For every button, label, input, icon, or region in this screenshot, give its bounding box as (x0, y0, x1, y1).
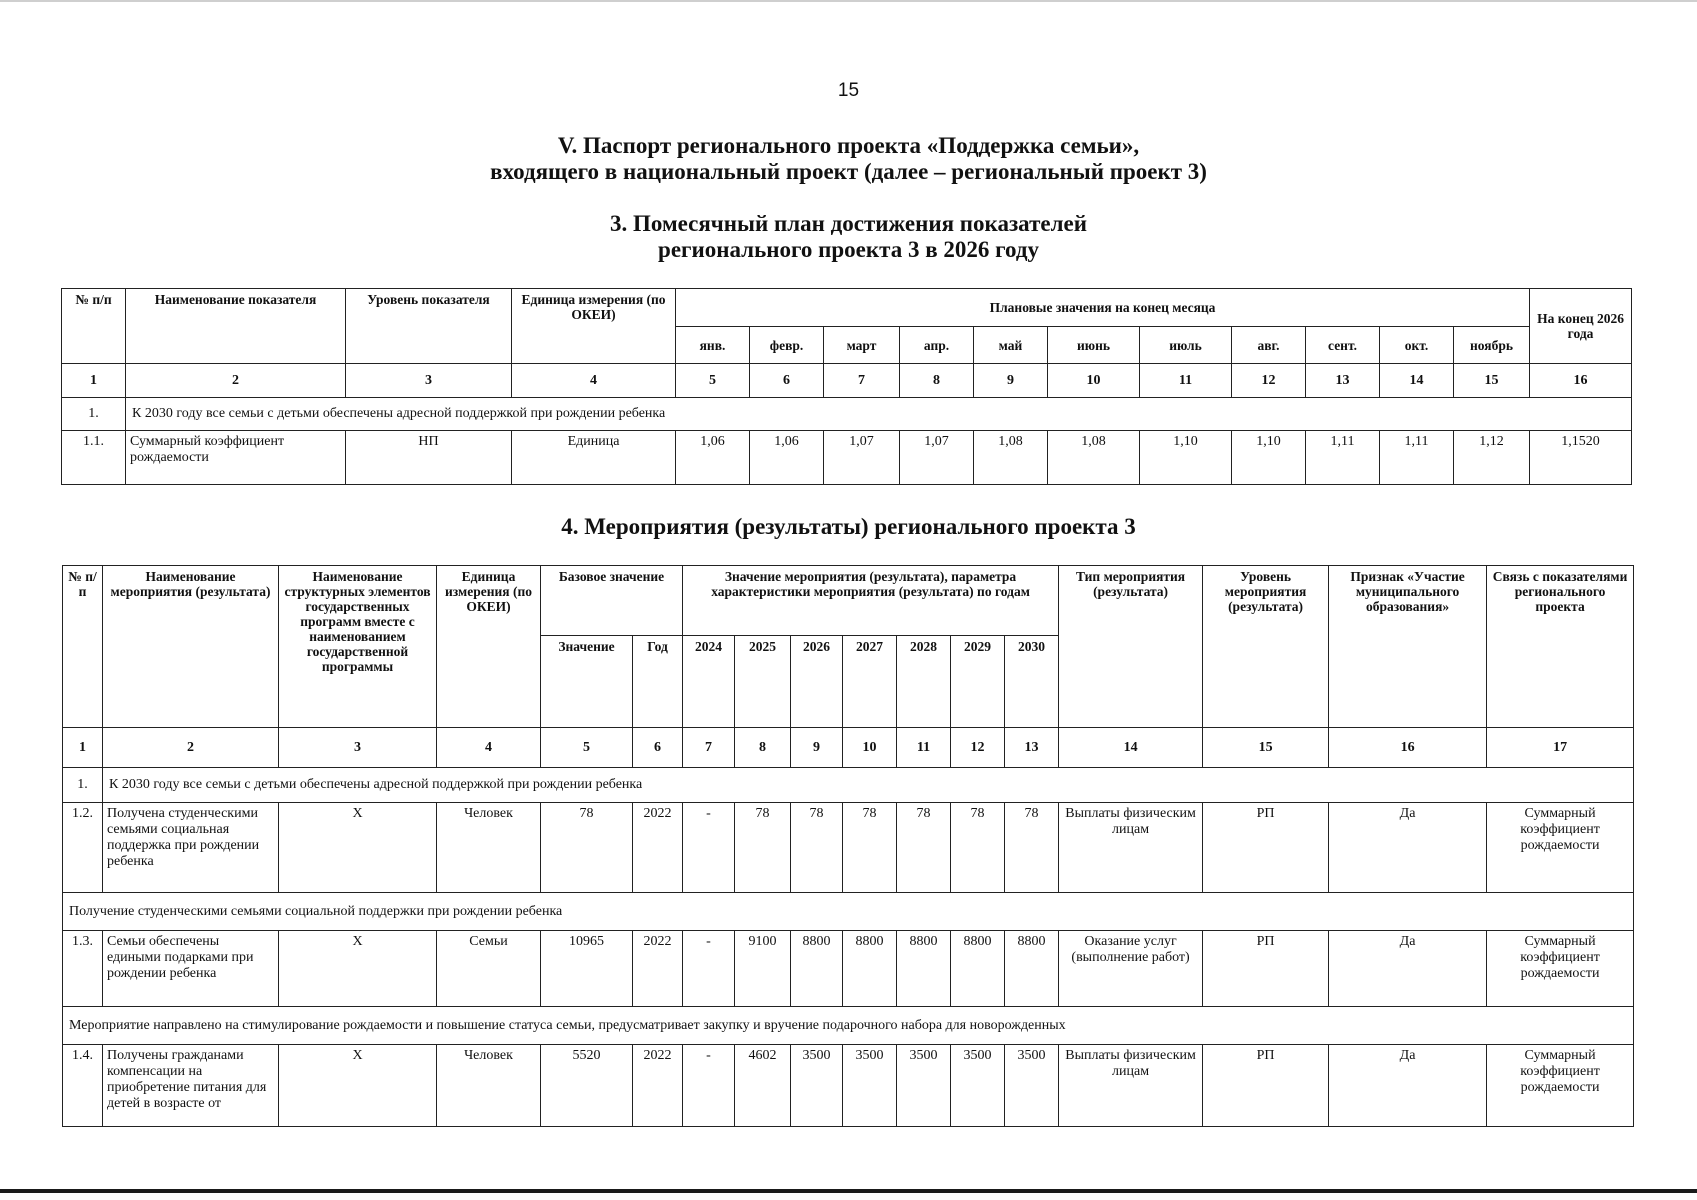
row-num: 1.1. (62, 431, 126, 485)
section-title-line-1: V. Паспорт регионального проекта «Поддержка семьи», (557, 133, 1140, 158)
header-month: янв. (676, 327, 750, 364)
col-number: 3 (346, 364, 512, 398)
row-num: 1.3. (63, 931, 103, 1007)
col-number: 17 (1487, 728, 1634, 768)
goal-text: К 2030 году все семьи с детьми обеспечены адресной поддержкой при рождении ребенка (126, 398, 1632, 431)
col-number: 8 (900, 364, 974, 398)
page-number: 15 (837, 80, 860, 101)
year-value: 78 (897, 803, 951, 893)
unit: Семьи (437, 931, 541, 1007)
header-end-of-year: На конец 2026 года (1530, 289, 1632, 364)
month-value: 1,07 (824, 431, 900, 485)
col-number: 3 (279, 728, 437, 768)
goal-num: 1. (63, 768, 103, 803)
year-value: 3500 (951, 1045, 1005, 1127)
note-row (63, 1007, 1634, 1045)
note-row (63, 893, 1634, 931)
activity-level: РП (1203, 803, 1329, 893)
activity-name: Семьи обеспечены едиными подарками при рождении ребенка (103, 931, 279, 1007)
header-year: 2025 (735, 636, 791, 728)
col-number: 5 (541, 728, 633, 768)
activities-table (62, 565, 1634, 1127)
header-year: 2026 (791, 636, 843, 728)
year-value: 8800 (1005, 931, 1059, 1007)
header-activity-name: Наименование мероприятия (результата) (103, 566, 279, 728)
row-num: 1.4. (63, 1045, 103, 1127)
col-number: 14 (1380, 364, 1454, 398)
link-to-indicator: Суммарный коэффициент рождаемости (1487, 931, 1634, 1007)
col-number: 1 (63, 728, 103, 768)
activity-type: Выплаты физическим лицам (1059, 803, 1203, 893)
table-row (63, 1045, 1634, 1127)
link-to-indicator: Суммарный коэффициент рождаемости (1487, 1045, 1634, 1127)
header-municipal-participation: Признак «Участие муниципального образования» (1329, 566, 1487, 728)
year-value: 9100 (735, 931, 791, 1007)
header-year: 2030 (1005, 636, 1059, 728)
col-number: 7 (824, 364, 900, 398)
activity-type: Оказание услуг (выполнение работ) (1059, 931, 1203, 1007)
month-value: 1,08 (974, 431, 1048, 485)
header-values-by-year: Значение мероприятия (результата), параметра характеристики мероприятия (результата) по годам (683, 566, 1059, 636)
header-year: 2027 (843, 636, 897, 728)
month-value: 1,10 (1232, 431, 1306, 485)
year-value: 78 (951, 803, 1005, 893)
activity-note: Мероприятие направлено на стимулирование рождаемости и повышение статуса семьи, предусматривает закупку и вручение подарочного набора для новорожденных (63, 1007, 1634, 1045)
header-year: 2024 (683, 636, 735, 728)
col-number: 9 (974, 364, 1048, 398)
year-value: 3500 (897, 1045, 951, 1127)
goal-row (62, 398, 1632, 431)
col-number: 8 (735, 728, 791, 768)
municipal-participation: Да (1329, 1045, 1487, 1127)
year-value: 4602 (735, 1045, 791, 1127)
year-value: 78 (843, 803, 897, 893)
base-year: 2022 (633, 803, 683, 893)
header-unit: Единица измерения (по ОКЕИ) (437, 566, 541, 728)
header-month: март (824, 327, 900, 364)
section-title-line-2: входящего в национальный проект (далее – региональный проект 3) (490, 159, 1207, 184)
unit: Человек (437, 1045, 541, 1127)
activity-name: Получена студенческими семьями социальная поддержка при рождении ребенка (103, 803, 279, 893)
header-link-to-indicators: Связь с показателями регионального проекта (1487, 566, 1634, 728)
col-number: 6 (750, 364, 824, 398)
month-value: 1,10 (1140, 431, 1232, 485)
subsection-3-title-line-1: 3. Помесячный план достижения показателей (610, 211, 1087, 236)
col-number: 14 (1059, 728, 1203, 768)
header-month: июль (1140, 327, 1232, 364)
col-number: 5 (676, 364, 750, 398)
header-year: 2029 (951, 636, 1005, 728)
header-year: 2028 (897, 636, 951, 728)
subsection-3-title-line-2: регионального проекта 3 в 2026 году (658, 237, 1039, 262)
table-row (62, 431, 1632, 485)
header-indicator-name: Наименование показателя (126, 289, 346, 364)
year-value: 8800 (951, 931, 1005, 1007)
section-title (0, 133, 1697, 185)
table-row (63, 803, 1634, 893)
col-number: 4 (437, 728, 541, 768)
col-number: 15 (1203, 728, 1329, 768)
col-number: 10 (843, 728, 897, 768)
year-value: 78 (735, 803, 791, 893)
header-month: ноябрь (1454, 327, 1530, 364)
header-num: № п/п (62, 289, 126, 364)
col-number: 12 (951, 728, 1005, 768)
activity-type: Выплаты физическим лицам (1059, 1045, 1203, 1127)
column-number-row (62, 364, 1632, 398)
activity-level: РП (1203, 1045, 1329, 1127)
col-number: 2 (103, 728, 279, 768)
header-base-value: Базовое значение (541, 566, 683, 636)
col-number: 16 (1329, 728, 1487, 768)
header-month: февр. (750, 327, 824, 364)
col-number: 1 (62, 364, 126, 398)
link-to-indicator: Суммарный коэффициент рождаемости (1487, 803, 1634, 893)
header-unit: Единица измерения (по ОКЕИ) (512, 289, 676, 364)
col-number: 15 (1454, 364, 1530, 398)
base-value: 78 (541, 803, 633, 893)
col-number: 9 (791, 728, 843, 768)
year-value: 3500 (1005, 1045, 1059, 1127)
indicator-level: НП (346, 431, 512, 485)
header-base-value-value: Значение (541, 636, 633, 728)
structural-element: Х (279, 803, 437, 893)
municipal-participation: Да (1329, 931, 1487, 1007)
header-month: сент. (1306, 327, 1380, 364)
col-number: 16 (1530, 364, 1632, 398)
header-month: май (974, 327, 1048, 364)
header-structural-elements: Наименование структурных элементов государственных программ вместе с наименованием государственной программы (279, 566, 437, 728)
header-month: апр. (900, 327, 974, 364)
col-number: 4 (512, 364, 676, 398)
column-number-row (63, 728, 1634, 768)
header-month: июнь (1048, 327, 1140, 364)
goal-num: 1. (62, 398, 126, 431)
monthly-plan-table (61, 288, 1632, 485)
activity-level: РП (1203, 931, 1329, 1007)
col-number: 10 (1048, 364, 1140, 398)
month-value: 1,08 (1048, 431, 1140, 485)
year-value: 78 (1005, 803, 1059, 893)
col-number: 12 (1232, 364, 1306, 398)
structural-element: Х (279, 1045, 437, 1127)
col-number: 7 (683, 728, 735, 768)
year-value: 8800 (897, 931, 951, 1007)
year-value: 3500 (843, 1045, 897, 1127)
month-value: 1,07 (900, 431, 974, 485)
header-num: № п/п (63, 566, 103, 728)
header-planned-values: Плановые значения на конец месяца (676, 289, 1530, 327)
year-value: 8800 (843, 931, 897, 1007)
base-value: 10965 (541, 931, 633, 1007)
month-value: 1,06 (676, 431, 750, 485)
col-number: 13 (1306, 364, 1380, 398)
subsection-4-title: 4. Мероприятия (результаты) регионального проекта 3 (561, 514, 1136, 539)
header-base-value-year: Год (633, 636, 683, 728)
header-activity-type: Тип мероприятия (результата) (1059, 566, 1203, 728)
col-number: 13 (1005, 728, 1059, 768)
bottom-edge-line (0, 1189, 1697, 1193)
month-value: 1,11 (1306, 431, 1380, 485)
header-activity-level: Уровень мероприятия (результата) (1203, 566, 1329, 728)
month-value: 1,11 (1380, 431, 1454, 485)
year-value: 8800 (791, 931, 843, 1007)
month-value: 1,06 (750, 431, 824, 485)
unit: Человек (437, 803, 541, 893)
goal-text: К 2030 году все семьи с детьми обеспечены адресной поддержкой при рождении ребенка (103, 768, 1634, 803)
indicator-name: Суммарный коэффициент рождаемости (126, 431, 346, 485)
structural-element: Х (279, 931, 437, 1007)
header-indicator-level: Уровень показателя (346, 289, 512, 364)
month-value: 1,12 (1454, 431, 1530, 485)
subsection-3-title (0, 211, 1697, 263)
activity-name: Получены гражданами компенсации на приобретение питания для детей в возрасте от (103, 1045, 279, 1127)
year-value: 3500 (791, 1045, 843, 1127)
year-value: 78 (791, 803, 843, 893)
goal-row (63, 768, 1634, 803)
indicator-unit: Единица (512, 431, 676, 485)
col-number: 11 (897, 728, 951, 768)
activity-note: Получение студенческими семьями социальной поддержки при рождении ребенка (63, 893, 1634, 931)
municipal-participation: Да (1329, 803, 1487, 893)
base-year: 2022 (633, 1045, 683, 1127)
header-month: окт. (1380, 327, 1454, 364)
col-number: 6 (633, 728, 683, 768)
col-number: 2 (126, 364, 346, 398)
base-year: 2022 (633, 931, 683, 1007)
col-number: 11 (1140, 364, 1232, 398)
year-value: - (683, 931, 735, 1007)
row-num: 1.2. (63, 803, 103, 893)
year-value: - (683, 803, 735, 893)
base-value: 5520 (541, 1045, 633, 1127)
end-of-year-value: 1,1520 (1530, 431, 1632, 485)
header-month: авг. (1232, 327, 1306, 364)
year-value: - (683, 1045, 735, 1127)
table-row (63, 931, 1634, 1007)
top-edge-line (0, 0, 1697, 2)
